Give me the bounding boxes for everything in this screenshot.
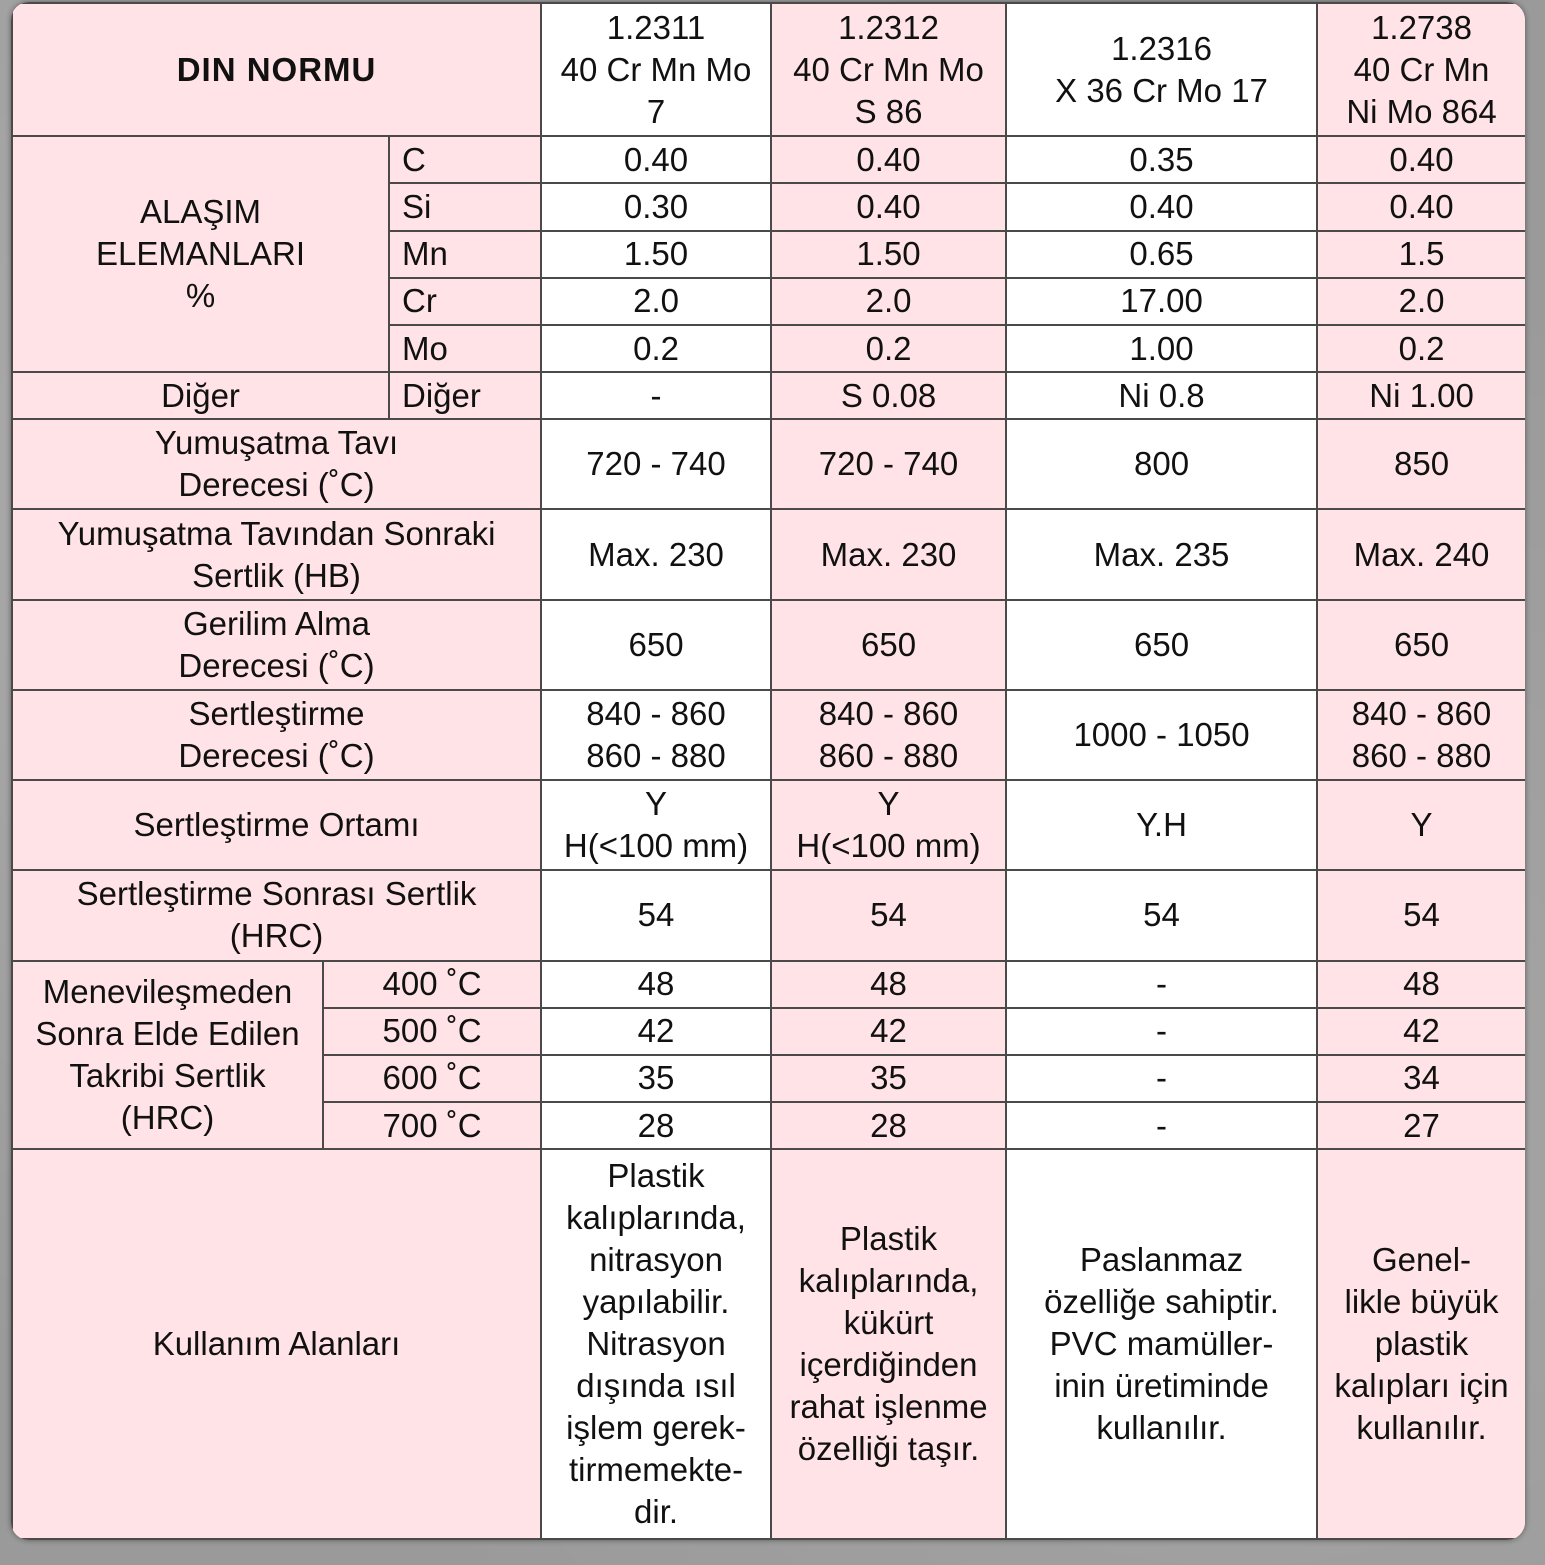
table-cell: 42 (1317, 1008, 1525, 1055)
table-cell: Ni 1.00 (1317, 372, 1525, 419)
table-cell: 0.40 (1317, 136, 1525, 183)
table-cell: 48 (541, 961, 771, 1008)
table-cell: Max. 230 (541, 509, 771, 599)
table-cell: 840 - 860 860 - 880 (541, 690, 771, 780)
table-cell: 2.0 (771, 278, 1006, 325)
element-label: Si (389, 183, 541, 230)
property-label: Sertleştirme Ortamı (12, 780, 541, 870)
table-cell: 2.0 (1317, 278, 1525, 325)
table-cell: 0.40 (771, 136, 1006, 183)
other-label: Diğer (12, 372, 389, 419)
usage-cell: Genel- likle büyük plastik kalıpları için kullanılır. (1317, 1149, 1525, 1539)
property-label: Yumuşatma Tavından Sonraki Sertlik (HB) (12, 509, 541, 599)
table-cell: 0.40 (771, 183, 1006, 230)
table-cell: 54 (541, 870, 771, 960)
steel-spec-table (11, 2, 1525, 1540)
alloy-elements-label: ALAŞIM ELEMANLARI % (12, 136, 389, 372)
element-label: C (389, 136, 541, 183)
table-cell: 0.40 (1006, 183, 1317, 230)
property-label: Sertleştirme Derecesi (˚C) (12, 690, 541, 780)
steel-header-3: 1.2316 X 36 Cr Mo 17 (1006, 3, 1317, 136)
steel-header-2: 1.2312 40 Cr Mn Mo S 86 (771, 3, 1006, 136)
table-cell: 35 (771, 1055, 1006, 1102)
tempering-temp: 600 ˚C (323, 1055, 541, 1102)
other-sublabel: Diğer (389, 372, 541, 419)
table-cell: 650 (771, 600, 1006, 690)
table-cell: 42 (771, 1008, 1006, 1055)
table-cell: 800 (1006, 419, 1317, 509)
table-cell: 54 (771, 870, 1006, 960)
table-cell: 28 (541, 1102, 771, 1149)
table-cell: 42 (541, 1008, 771, 1055)
table-cell: 0.35 (1006, 136, 1317, 183)
table-cell: 28 (771, 1102, 1006, 1149)
steel-spec-table-frame (11, 2, 1525, 1540)
table-cell: Y H(<100 mm) (771, 780, 1006, 870)
tempering-temp: 400 ˚C (323, 961, 541, 1008)
table-cell: - (1006, 1102, 1317, 1149)
table-cell: 850 (1317, 419, 1525, 509)
property-row-hardening-temp (12, 690, 1525, 780)
table-cell: 1.50 (771, 231, 1006, 278)
usage-row (12, 1149, 1525, 1539)
table-cell: Y (1317, 780, 1525, 870)
property-label: Sertleştirme Sonrası Sertlik (HRC) (12, 870, 541, 960)
table-cell: 650 (541, 600, 771, 690)
table-cell: 840 - 860 860 - 880 (771, 690, 1006, 780)
table-cell: Max. 240 (1317, 509, 1525, 599)
table-cell: 1.00 (1006, 325, 1317, 372)
table-cell: 0.65 (1006, 231, 1317, 278)
table-cell: Ni 0.8 (1006, 372, 1317, 419)
table-cell: 0.40 (541, 136, 771, 183)
property-row-stress-relief (12, 600, 1525, 690)
element-label: Mn (389, 231, 541, 278)
table-cell: - (1006, 1055, 1317, 1102)
table-cell: Max. 230 (771, 509, 1006, 599)
table-cell: 0.40 (1317, 183, 1525, 230)
din-normu-title: DIN NORMU (12, 3, 541, 136)
tempering-temp: 500 ˚C (323, 1008, 541, 1055)
table-cell: 720 - 740 (771, 419, 1006, 509)
table-cell: - (1006, 1008, 1317, 1055)
table-cell: 1000 - 1050 (1006, 690, 1317, 780)
table-cell: 54 (1006, 870, 1317, 960)
table-cell: 0.30 (541, 183, 771, 230)
table-cell: 48 (1317, 961, 1525, 1008)
usage-cell: Plastik kalıplarında, nitrasyon yapılabilir. Nitrasyon dışında ısıl işlem gerek- tirmemekte- dir. (541, 1149, 771, 1539)
table-cell: - (541, 372, 771, 419)
steel-header-4: 1.2738 40 Cr Mn Ni Mo 864 (1317, 3, 1525, 136)
usage-cell: Paslanmaz özelliğe sahiptir. PVC mamüller- inin üretiminde kullanılır. (1006, 1149, 1317, 1539)
table-cell: 17.00 (1006, 278, 1317, 325)
property-row-hardness-hrc (12, 870, 1525, 960)
table-cell: Y H(<100 mm) (541, 780, 771, 870)
tempering-label: Menevileşmeden Sonra Elde Edilen Takribi Sertlik (HRC) (12, 961, 323, 1150)
alloy-row-c (12, 136, 1525, 183)
table-cell: 720 - 740 (541, 419, 771, 509)
table-cell: 840 - 860 860 - 880 (1317, 690, 1525, 780)
table-cell: 27 (1317, 1102, 1525, 1149)
table-cell: 1.50 (541, 231, 771, 278)
property-row-hardening-medium (12, 780, 1525, 870)
header-row (12, 3, 1525, 136)
steel-header-1: 1.2311 40 Cr Mn Mo 7 (541, 3, 771, 136)
table-cell: Y.H (1006, 780, 1317, 870)
table-cell: 35 (541, 1055, 771, 1102)
property-label: Yumuşatma Tavı Derecesi (˚C) (12, 419, 541, 509)
table-cell: 0.2 (541, 325, 771, 372)
property-label: Gerilim Alma Derecesi (˚C) (12, 600, 541, 690)
table-cell: Max. 235 (1006, 509, 1317, 599)
table-cell: 34 (1317, 1055, 1525, 1102)
table-cell: 650 (1006, 600, 1317, 690)
usage-label: Kullanım Alanları (12, 1149, 541, 1539)
table-cell: 650 (1317, 600, 1525, 690)
table-cell: S 0.08 (771, 372, 1006, 419)
table-cell: 54 (1317, 870, 1525, 960)
other-row (12, 372, 1525, 419)
table-cell: - (1006, 961, 1317, 1008)
table-cell: 1.5 (1317, 231, 1525, 278)
table-cell: 48 (771, 961, 1006, 1008)
property-row-hardness-hb (12, 509, 1525, 599)
usage-cell: Plastik kalıplarında, kükürt içerdiğinden rahat işlenme özelliği taşır. (771, 1149, 1006, 1539)
tempering-temp: 700 ˚C (323, 1102, 541, 1149)
tempering-row-400 (12, 961, 1525, 1008)
table-cell: 2.0 (541, 278, 771, 325)
table-cell: 0.2 (1317, 325, 1525, 372)
element-label: Mo (389, 325, 541, 372)
table-cell: 0.2 (771, 325, 1006, 372)
property-row-annealing (12, 419, 1525, 509)
element-label: Cr (389, 278, 541, 325)
